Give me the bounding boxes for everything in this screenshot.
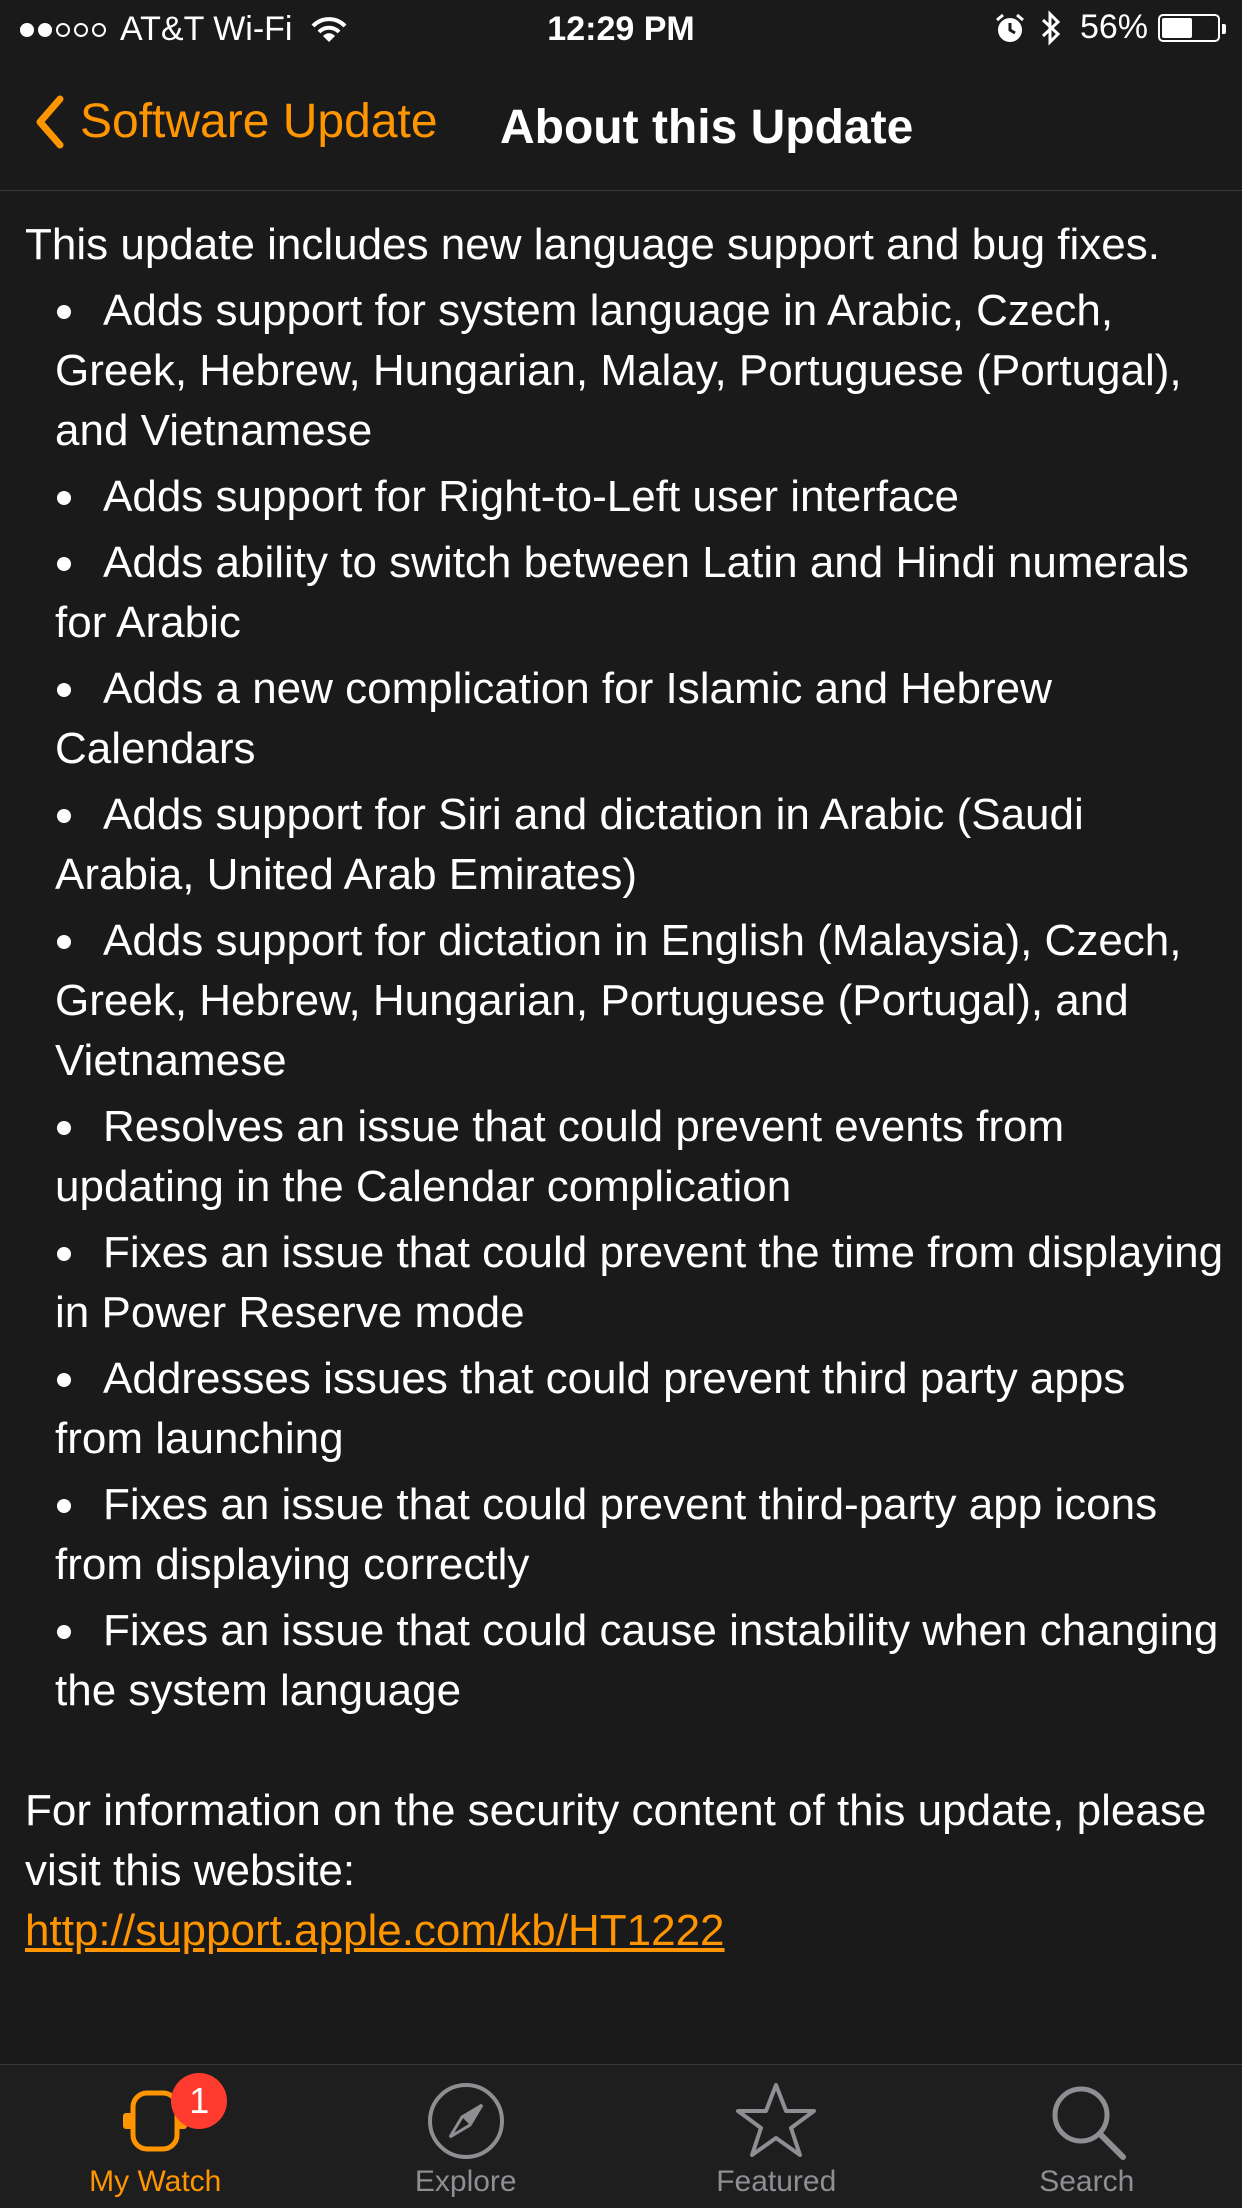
feature-list-item: Adds support for system language in Arabic, Czech, Greek, Hebrew, Hungarian, Malay, Portuguese (Portugal), and Vietnamese [55,281,1225,461]
security-link[interactable]: http://support.apple.com/kb/HT1222 [25,1906,725,1955]
status-right [994,8,1220,47]
status-time: 12:29 PM [547,10,695,48]
feature-list-item: Fixes an issue that could prevent the time from displaying in Power Reserve mode [55,1223,1225,1343]
star-icon [734,2079,818,2163]
bluetooth-icon [1040,10,1062,46]
tab-label-explore: Explore [414,2165,517,2198]
notification-badge: 1 [171,2073,227,2129]
tab-label-my-watch: My Watch [89,2165,222,2198]
page-title: About this Update [500,101,914,154]
tab-label-search: Search [1039,2165,1135,2198]
feature-list-item: Resolves an issue that could prevent events from updating in the Calendar complication [55,1097,1225,1217]
status-bar [0,0,1242,60]
alarm-clock-icon [994,12,1026,44]
security-text [25,1781,1225,1961]
tab-explore[interactable] [311,2065,622,2208]
tab-label-featured: Featured [716,2165,837,2198]
update-notes [25,215,1225,1961]
battery-percentage: 56% [1079,8,1148,46]
feature-list-item: Addresses issues that could prevent third party apps from launching [55,1349,1225,1469]
feature-list-item: Adds support for Siri and dictation in Arabic (Saudi Arabia, United Arab Emirates) [55,785,1225,905]
feature-list-item: Adds support for dictation in English (Malaysia), Czech, Greek, Hebrew, Hungarian, Portuguese (Portugal), and Vietnamese [55,911,1225,1091]
feature-list-item: Fixes an issue that could prevent third-party app icons from displaying correctly [55,1475,1225,1595]
search-icon [1045,2079,1129,2163]
intro-text: This update includes new language support and bug fixes. [25,220,1160,269]
tab-bar [0,2064,1242,2208]
back-button[interactable] [34,94,438,149]
compass-icon [424,2079,508,2163]
security-info-text: For information on the security content of this update, please visit this website: [25,1786,1207,1895]
battery-icon [1158,14,1220,42]
tab-featured[interactable] [621,2065,932,2208]
carrier-label: AT&T Wi-Fi [120,10,293,48]
navigation-bar [0,60,1242,191]
feature-list-item: Fixes an issue that could cause instability when changing the system language [55,1601,1225,1721]
feature-list-item: Adds a new complication for Islamic and Hebrew Calendars [55,659,1225,779]
feature-list [25,281,1225,1721]
battery-fill [1162,18,1192,38]
back-button-label: Software Update [80,95,438,148]
tab-my-watch[interactable] [0,2065,311,2208]
feature-list-item: Adds ability to switch between Latin and Hindi numerals for Arabic [55,533,1225,653]
chevron-left-icon [34,95,64,149]
tab-search[interactable] [932,2065,1242,2208]
feature-list-item: Adds support for Right-to-Left user interface [55,467,1225,527]
